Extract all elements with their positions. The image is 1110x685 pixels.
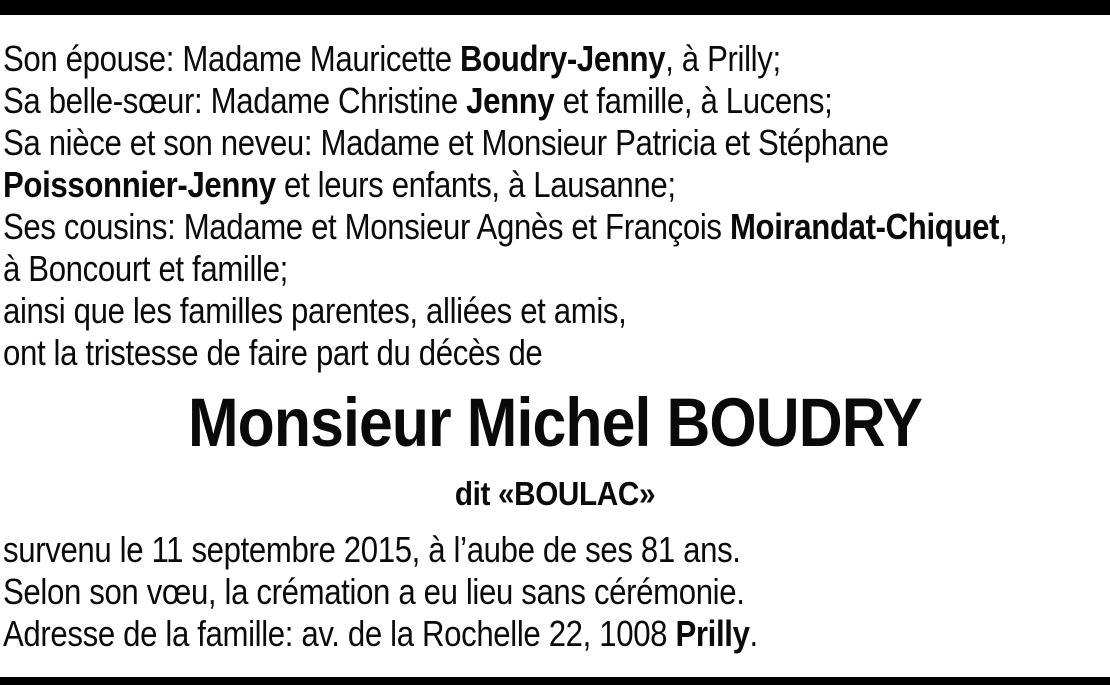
line-text: survenu le 11 septembre 2015, à l’aube de ses 81 ans. — [3, 529, 741, 570]
notice-line — [3, 122, 958, 164]
line-bold-name: Boudry-Jenny — [459, 38, 666, 79]
line-text: , — [999, 206, 1008, 247]
line-text: Ses cousins: Madame et Monsieur Agnès et François — [3, 206, 730, 247]
deceased-alias-subheading: dit «BOULAC» — [454, 475, 656, 512]
top-border-rule — [0, 0, 1110, 15]
notice-line — [3, 248, 958, 290]
line-text: ainsi que les familles parentes, alliées et amis, — [3, 290, 627, 331]
line-text: Sa belle-sœur: Madame Christine — [3, 80, 467, 121]
notice-line — [3, 80, 958, 122]
line-text: , à Prilly; — [665, 38, 781, 79]
line-text: Selon son vœu, la crémation a eu lieu sans cérémonie. — [3, 571, 745, 612]
notice-line — [3, 571, 958, 613]
line-text: et leurs enfants, à Lausanne; — [275, 164, 676, 205]
line-text: ont la tristesse de faire part du décès de — [3, 332, 543, 373]
notice-line — [3, 164, 958, 206]
notice-line — [3, 613, 958, 655]
line-text: Son épouse: Madame Mauricette — [3, 38, 460, 79]
line-bold-name: Moirandat-Chiquet — [729, 206, 1000, 247]
line-text: Adresse de la famille: av. de la Rochelle 22, 1008 — [3, 613, 676, 654]
notice-line — [3, 332, 958, 374]
bottom-border-rule — [0, 677, 1110, 685]
line-bold-name: Jenny — [466, 80, 555, 121]
notice-line — [3, 529, 958, 571]
deceased-name-heading: Monsieur Michel BOUDRY — [187, 384, 923, 461]
line-text: et famille, à Lucens; — [554, 80, 833, 121]
line-text: à Boncourt et famille; — [3, 248, 288, 289]
notice-line — [3, 38, 958, 80]
closing-details — [3, 529, 1107, 655]
notice-line — [3, 206, 1008, 248]
notice-content — [3, 15, 1107, 655]
notice-line — [3, 290, 958, 332]
line-text: Sa nièce et son neveu: Madame et Monsieur Patricia et Stéphane — [3, 122, 889, 163]
line-text: . — [749, 613, 758, 654]
relatives-list — [3, 38, 1107, 374]
line-bold-name: Poissonnier-Jenny — [3, 164, 276, 205]
line-bold-name: Prilly — [675, 613, 750, 654]
